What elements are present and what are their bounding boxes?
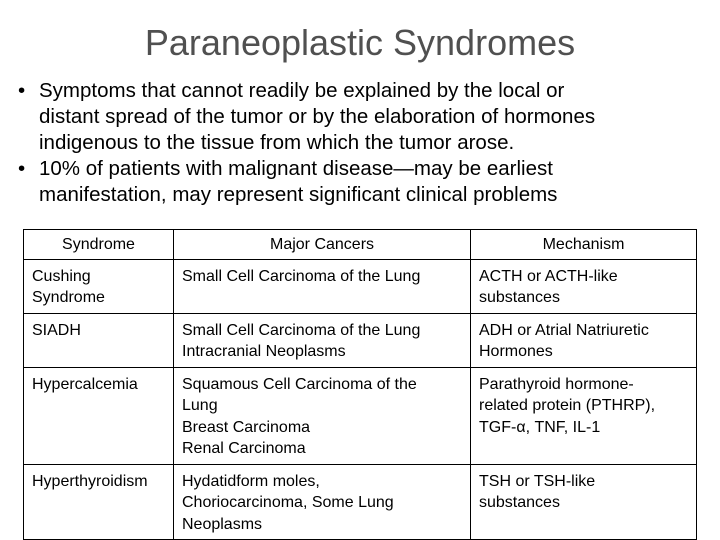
bullet-icon: •	[18, 157, 26, 180]
bullet-line: indigenous to the tissue from which the tumor arose.	[39, 131, 515, 154]
bullet-line: manifestation, may represent significant clinical problems	[39, 183, 558, 206]
cell-text: Hormones	[479, 343, 553, 360]
syndrome-cell	[24, 259, 174, 313]
table-row	[24, 313, 697, 367]
cell-text: Syndrome	[32, 289, 105, 306]
cell-text: Parathyroid hormone-	[479, 375, 634, 393]
bullet-line: 10% of patients with malignant disease—may be earliest	[39, 157, 553, 180]
slide-title: Paraneoplastic Syndromes	[144, 22, 576, 63]
cell-text: related protein (PTHRP),	[479, 397, 656, 414]
bullet-item	[18, 78, 708, 156]
bullet-list	[18, 78, 708, 208]
mechanism-cell	[471, 313, 697, 367]
cell-text: Hyperthyroidism	[32, 472, 148, 490]
cell-text: TGF-α, TNF, IL-1	[479, 418, 601, 436]
table-row	[24, 259, 697, 313]
bullet-line: Symptoms that cannot readily be explained by the local or	[39, 79, 565, 102]
header-major-cancers: Major Cancers	[174, 230, 471, 260]
syndrome-cell	[24, 367, 174, 464]
mechanism-cell	[471, 367, 697, 464]
cell-text: TSH or TSH-like	[479, 472, 596, 490]
cell-text: SIADH	[32, 321, 81, 339]
cell-text: Breast Carcinoma	[182, 418, 311, 436]
bullet-item	[18, 156, 708, 208]
cell-text: Hypercalcemia	[32, 375, 138, 393]
cancers-cell	[174, 259, 471, 313]
table-row	[24, 464, 697, 540]
header-mechanism: Mechanism	[471, 230, 697, 260]
cell-text: Renal Carcinoma	[182, 440, 306, 457]
syndrome-cell	[24, 313, 174, 367]
bullet-line: distant spread of the tumor or by the elaboration of hormones	[39, 105, 596, 128]
bullet-icon: •	[18, 79, 26, 102]
header-syndrome: Syndrome	[24, 230, 174, 260]
cell-text: Neoplasms	[182, 515, 263, 533]
cell-text: ACTH or ACTH-like	[479, 267, 618, 285]
cell-text: Small Cell Carcinoma of the Lung	[182, 321, 421, 339]
cell-text: Intracranial Neoplasms	[182, 343, 346, 360]
cell-text: substances	[479, 494, 560, 511]
cell-text: Hydatidform moles,	[182, 472, 320, 490]
mechanism-cell	[471, 464, 697, 540]
cancers-cell	[174, 464, 471, 540]
cancers-cell	[174, 367, 471, 464]
cell-text: Squamous Cell Carcinoma of the	[182, 375, 417, 393]
cell-text: substances	[479, 289, 560, 306]
cell-text: Lung	[182, 397, 218, 414]
cancers-cell	[174, 313, 471, 367]
cell-text: Cushing	[32, 267, 91, 285]
syndromes-table	[23, 229, 697, 540]
cell-text: Choriocarcinoma, Some Lung	[182, 494, 394, 511]
syndrome-cell	[24, 464, 174, 540]
mechanism-cell	[471, 259, 697, 313]
cell-text: Small Cell Carcinoma of the Lung	[182, 267, 421, 285]
table-header-row	[24, 230, 697, 260]
table-row	[24, 367, 697, 464]
cell-text: ADH or Atrial Natriuretic	[479, 321, 649, 339]
